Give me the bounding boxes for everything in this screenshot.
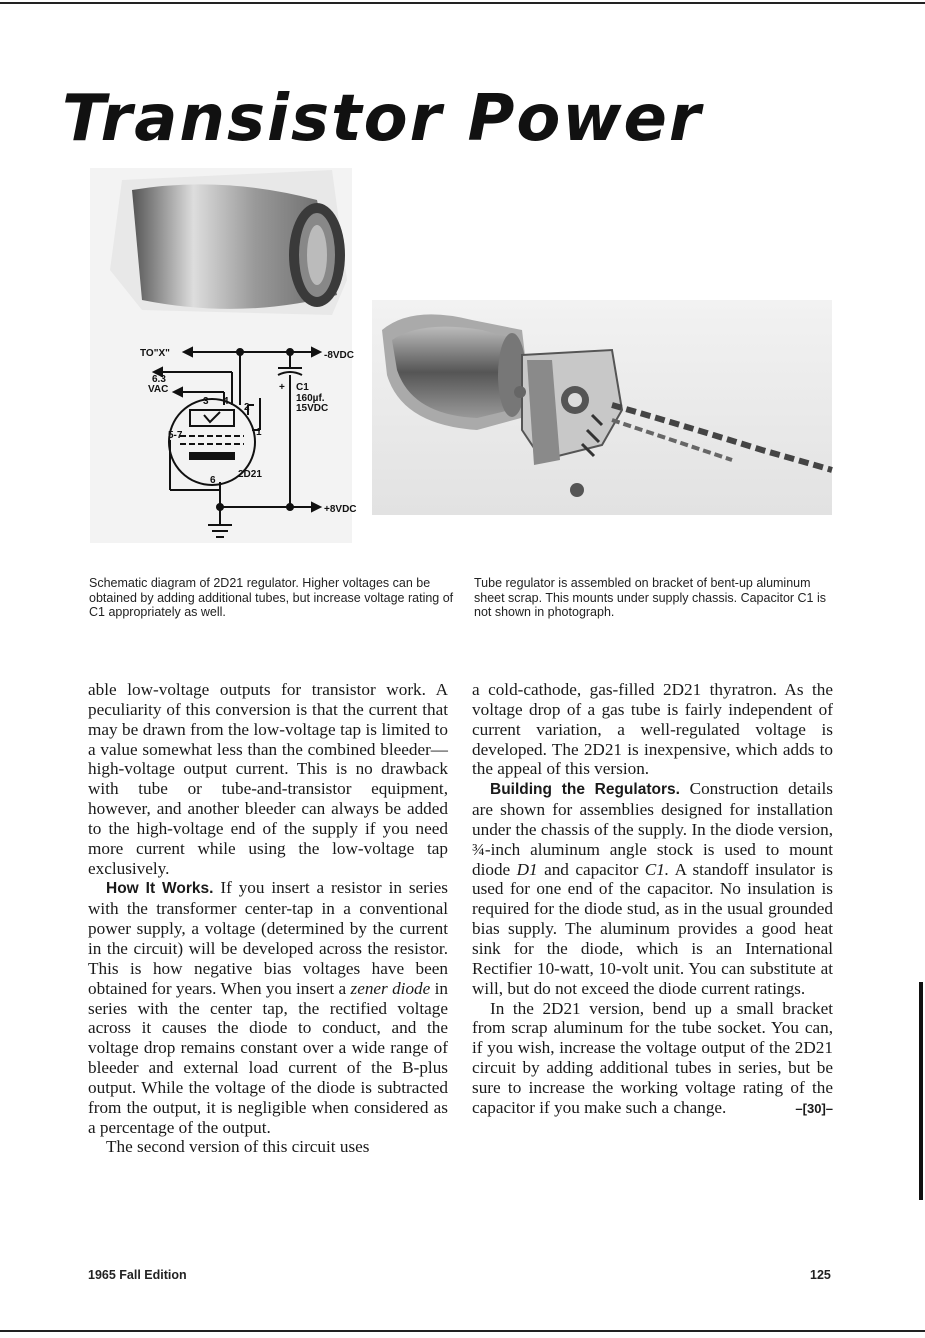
label-6-3: 6.3 [152,374,166,385]
paragraph [88,878,448,1137]
pin-2: 2 [244,402,250,413]
paragraph [472,779,833,998]
text-run: and capacitor [537,859,645,879]
text-run: zener diode [350,978,431,998]
pin-5-7: 5-7 [168,430,183,441]
label-tube: 2D21 [238,469,262,480]
label-cap-voltage: 15VDC [296,403,329,414]
label-c1: C1 [296,382,309,393]
pin-1: 1 [256,427,262,438]
caption-schematic: Schematic diagram of 2D21 regulator. Higher voltages can be obtained by adding additional tubes, but increase voltage rating of C1 appropriately as well. [89,576,454,619]
article-title: Transistor Power [62,82,703,156]
pin-3: 3 [203,396,209,407]
text-run: In the 2D21 version, bend up a small bracket from scrap aluminum for the tube socket. You can, if you wish, increase the voltage output of the 2D21 circuit by adding additional tubes in series, but be sure to increase the working voltage rating of the capacitor if you make such a change. [472,998,833,1117]
top-rule [0,2,925,4]
margin-bar [919,982,923,1200]
section-heading: Building the Regulators. [490,781,680,799]
body-column-right [472,680,833,1119]
illustration-svg [82,160,840,560]
tube-shield-photo [110,170,347,315]
paragraph [472,999,833,1118]
label-vac: VAC [148,384,169,395]
text-run: in series with the center tap, the rectified voltage across it causes the diode to conduct, and the voltage drop remains constant over a wide range of bleeder and external load current of the B-plus output. While the voltage of the diode is subtracted from the output, it is negligible when considered as a percentage of the output. [88,978,448,1137]
paragraph: able low-voltage outputs for transistor work. A peculiarity of this conversion is that the current that may be drawn from the low-voltage tap is limited to a value somewhat less than the combined bleeder—high-voltage output current. This is no drawback with tube or tube-and-transistor equipment, however, and another bleeder can always be added to the high-voltage end of the supply if you need more current while using the low-voltage tap exclusively. [88,680,448,878]
label-plus-8v: +8VDC [324,504,357,515]
text-run: C1. [644,859,670,879]
section-heading: How It Works. [106,880,214,898]
caption-photo: Tube regulator is assembled on bracket of bent-up aluminum sheet scrap. This mounts under supply chassis. Capacitor C1 is not shown in photograph. [474,576,827,619]
pin-6: 6 [210,475,216,486]
footer-edition: 1965 Fall Edition [88,1268,187,1282]
label-cap-value: 160µf. [296,393,325,404]
illustration-area [82,160,840,560]
paragraph: The second version of this circuit uses [106,1137,370,1157]
bottom-rule [0,1330,925,1332]
page-number: 125 [810,1268,831,1282]
label-minus-8v: -8VDC [324,350,355,361]
text-run: Construction details are shown for assemblies designed for installation under the chassis of the supply. In the diode version, ¾-inch aluminum angle stock is used to mount diode [472,779,833,879]
pin-4: 4 [223,396,229,407]
text-run: D1 [516,859,538,879]
label-to-x: TO"X" [140,348,170,359]
body-column-left [88,680,448,1157]
paragraph: a cold-cathode, gas-filled 2D21 thyratron. As the voltage drop of a gas tube is fairly independent of current variation, a well-regulated voltage is developed. The 2D21 is inexpensive, which adds to the appeal of this version. [472,680,833,779]
end-mark: –[30]– [795,1100,833,1116]
text-run: A standoff insulator is used for one end of the capacitor. No insulation is required for the diode stud, as in the usual grounded bias supply. The aluminum provides a good heat sink for the diode, which is an International Rectifier 10-watt, 10-volt unit. You can substitute at will, but do not exceed the diode current ratings. [472,859,833,998]
text-run: If you insert a resistor in series with the transformer center-tap in a conventional power supply, a voltage (determined by the current in the circuit) will be developed across the resistor. This is how negative bias voltages have been obtained for years. When you insert a [88,878,448,998]
label-plus: + [279,382,285,393]
